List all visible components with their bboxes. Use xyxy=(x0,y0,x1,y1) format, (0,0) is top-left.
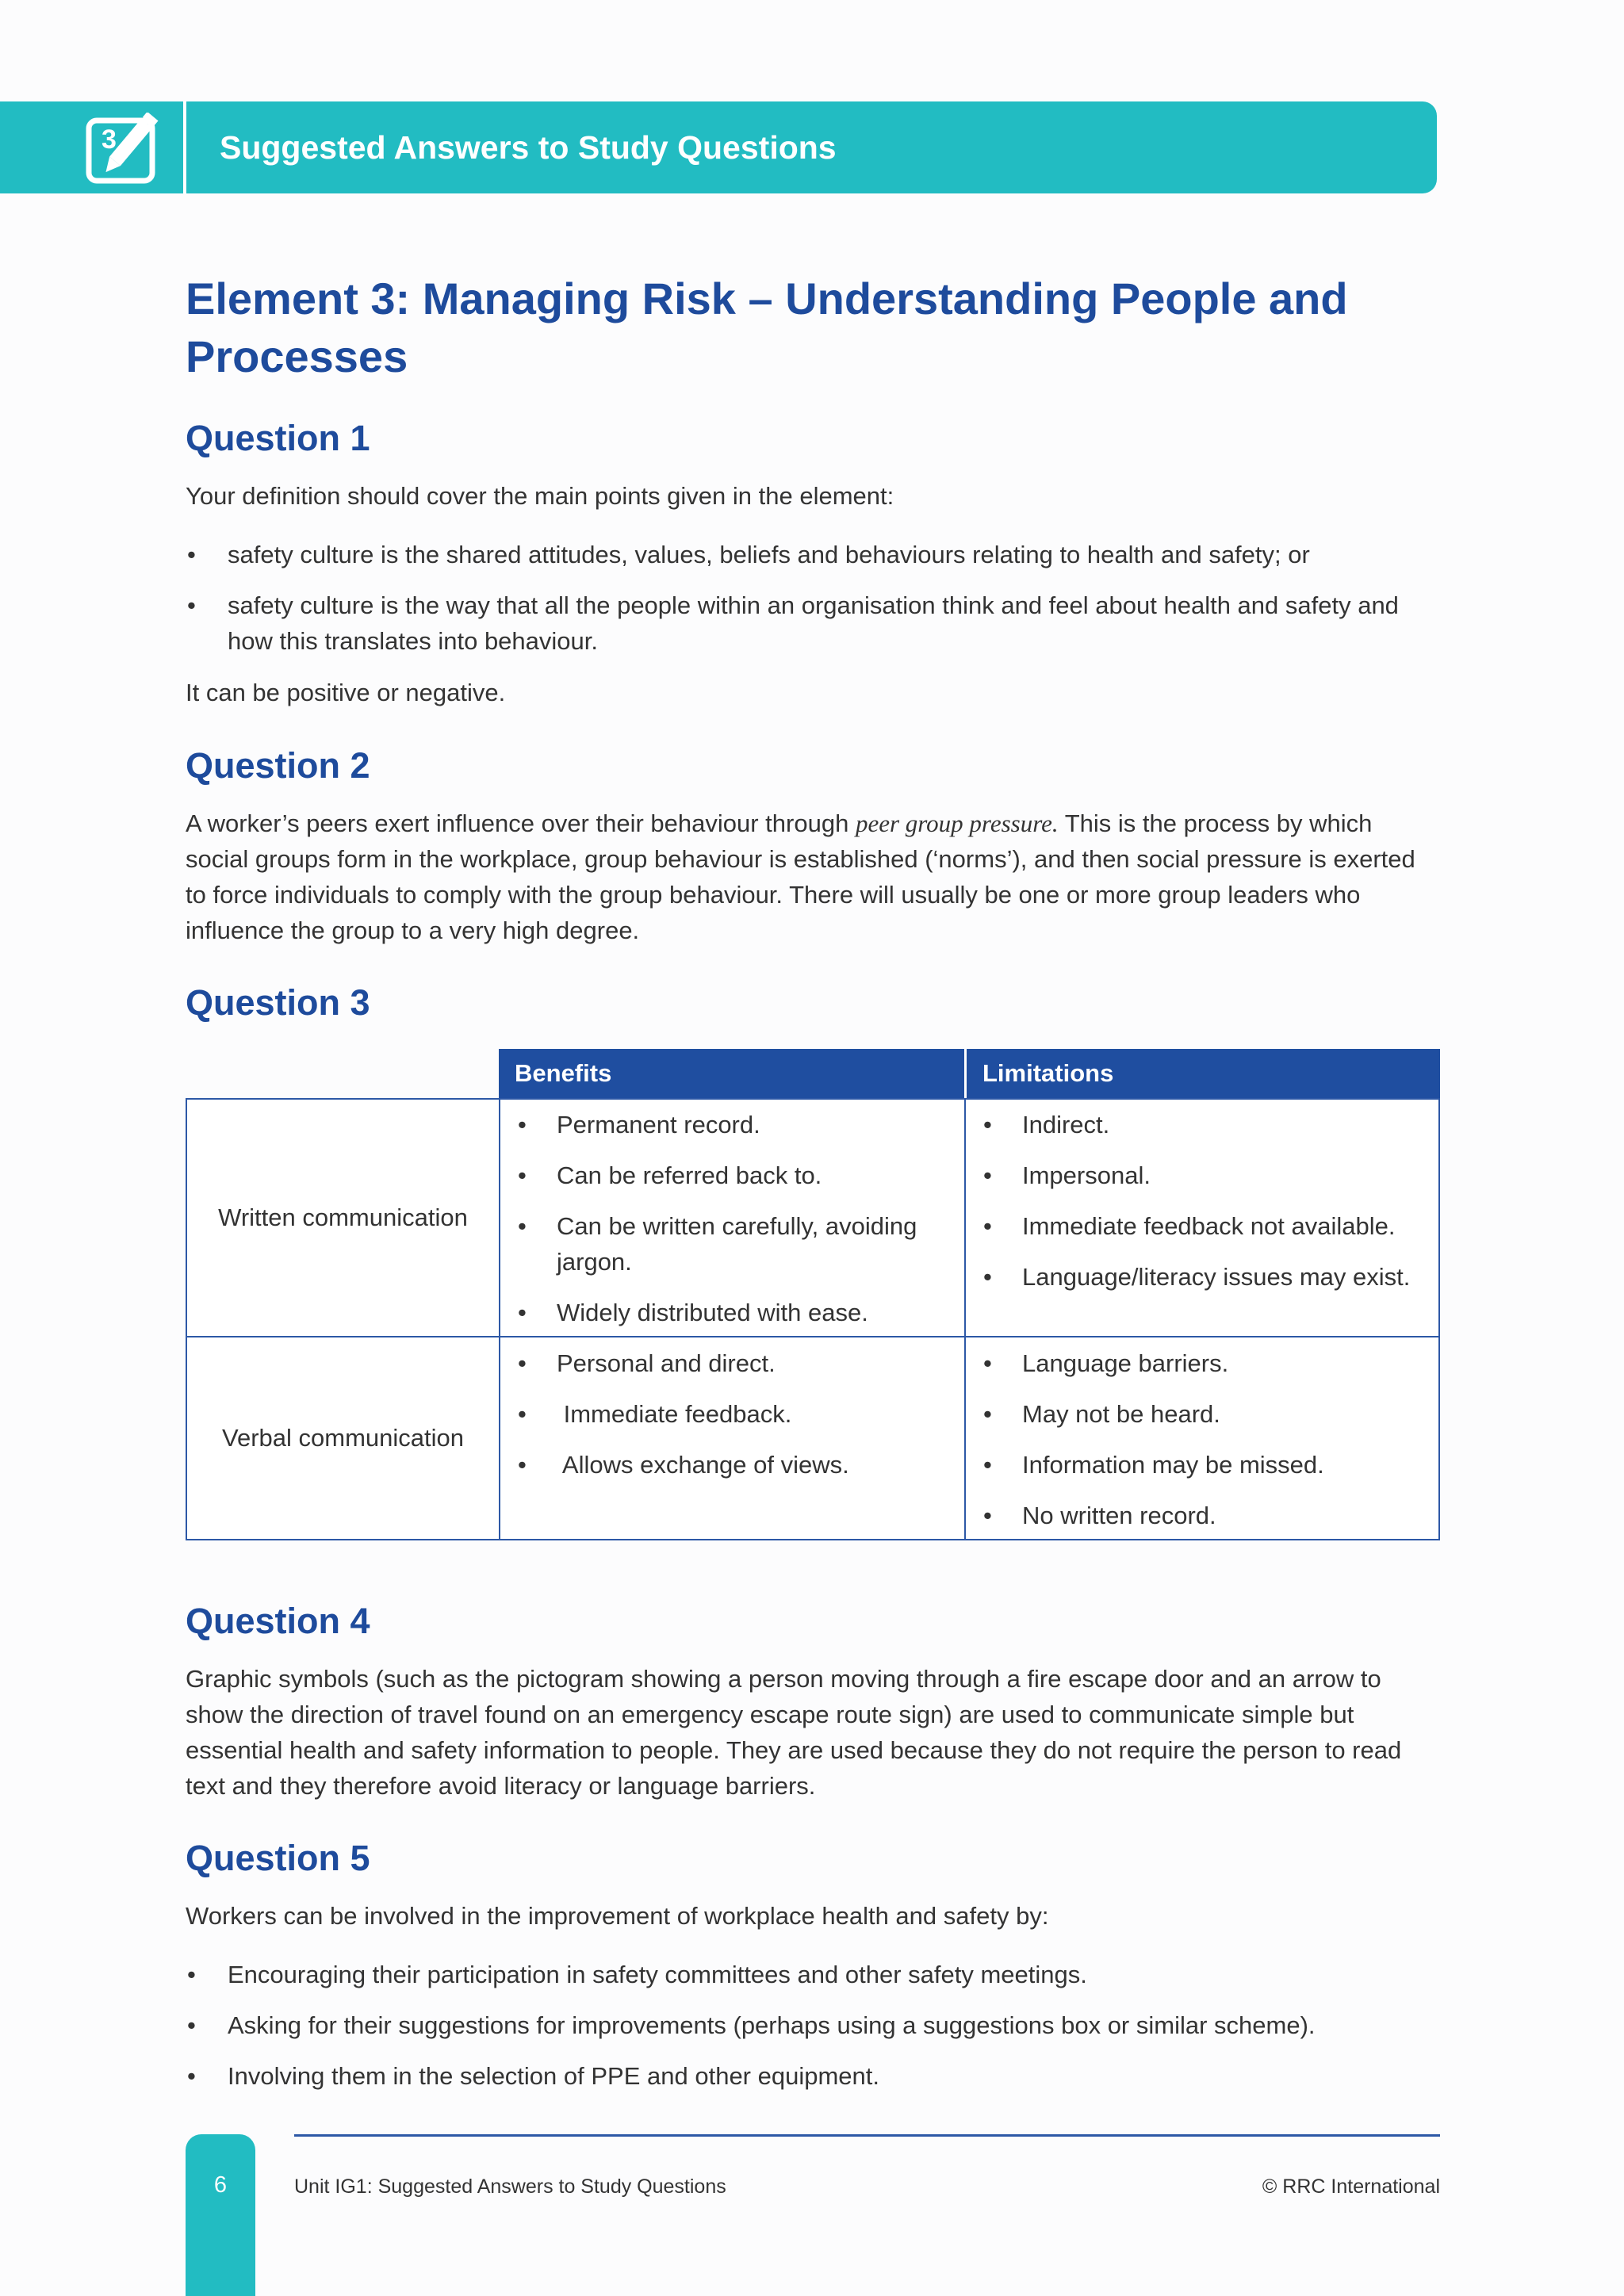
limitations-list xyxy=(964,1107,1440,1310)
list-item-text: Indirect. xyxy=(1022,1111,1110,1138)
list-item-text: Permanent record. xyxy=(557,1111,760,1138)
question-1-outro: It can be positive or negative. xyxy=(186,679,506,706)
list-item xyxy=(964,1498,1440,1533)
bullet-dot: • xyxy=(187,2011,196,2039)
table-header-benefits: Benefits xyxy=(499,1049,964,1098)
question-5-bullet xyxy=(186,1957,1440,1992)
benefits-list xyxy=(499,1107,966,1345)
header-title: Suggested Answers to Study Questions xyxy=(220,129,837,166)
row-label-written: Written communication xyxy=(218,1203,468,1231)
list-item xyxy=(499,1447,966,1483)
bullet-dot: • xyxy=(518,1349,527,1377)
question-3-heading: Question 3 xyxy=(186,982,370,1023)
bullet-dot: • xyxy=(518,1161,527,1189)
element-title: Element 3: Managing Risk – Understanding People and Processes xyxy=(186,274,1348,381)
list-item xyxy=(964,1107,1440,1142)
question-1-bullet xyxy=(186,587,1440,659)
list-item-text: May not be heard. xyxy=(1022,1400,1220,1428)
list-item xyxy=(964,1208,1440,1244)
bullet-dot: • xyxy=(983,1502,992,1529)
question-2-text-after: This is the process by which social groups form in the workplace, group behaviour is established (‘norms’), and then social pressure is exerted to force individuals to comply with the group behaviour. There will usually be one or more group leaders who influence the group to a very high degree. xyxy=(186,809,1415,944)
question-2-heading: Question 2 xyxy=(186,745,370,786)
footer-divider xyxy=(294,2134,1440,2137)
bullet-dot: • xyxy=(518,1451,527,1479)
list-item-text: Information may be missed. xyxy=(1022,1451,1324,1479)
footer-page-tab xyxy=(186,2134,255,2296)
bullet-dot: • xyxy=(983,1161,992,1189)
bullet-dot: • xyxy=(187,541,196,568)
list-item xyxy=(499,1107,966,1142)
question-1-bullet xyxy=(186,537,1440,572)
list-item-text: Language/literacy issues may exist. xyxy=(1022,1263,1411,1291)
page-number: 6 xyxy=(213,2172,228,2198)
list-item-text: Immediate feedback. xyxy=(557,1400,792,1428)
bullet-text: Encouraging their participation in safety committees and other safety meetings. xyxy=(228,1961,1087,1988)
bullet-dot: • xyxy=(518,1111,527,1138)
bullet-dot: • xyxy=(983,1400,992,1428)
icon-number: 3 xyxy=(102,124,117,155)
list-item xyxy=(964,1447,1440,1483)
bullet-dot: • xyxy=(187,591,196,619)
list-item xyxy=(499,1158,966,1193)
question-5-bullet xyxy=(186,2007,1440,2043)
question-5-intro: Workers can be involved in the improvement of workplace health and safety by: xyxy=(186,1902,1049,1930)
header-banner xyxy=(0,101,1437,193)
bullet-dot: • xyxy=(983,1263,992,1291)
footer-copyright: © RRC International xyxy=(1262,2175,1440,2198)
list-item-text: Can be written carefully, avoiding jargon. xyxy=(557,1212,917,1276)
row-label-verbal: Verbal communication xyxy=(222,1424,464,1452)
bullet-dot: • xyxy=(187,1961,196,1988)
list-item-text: Personal and direct. xyxy=(557,1349,776,1377)
list-item xyxy=(499,1396,966,1432)
question-2-text-before: A worker’s peers exert influence over their behaviour through xyxy=(186,809,856,837)
list-item-text: Impersonal. xyxy=(1022,1161,1151,1189)
bullet-dot: • xyxy=(983,1349,992,1377)
limitations-list xyxy=(964,1345,1440,1548)
bullet-dot: • xyxy=(518,1299,527,1326)
banner-divider xyxy=(183,101,186,193)
list-item-text: Language barriers. xyxy=(1022,1349,1229,1377)
bullet-dot: • xyxy=(518,1400,527,1428)
list-item xyxy=(964,1396,1440,1432)
list-item-text: No written record. xyxy=(1022,1502,1216,1529)
list-item xyxy=(499,1208,966,1280)
table-header-limitations: Limitations xyxy=(964,1049,1440,1098)
bullet-dot: • xyxy=(187,2062,196,2090)
notebook-pencil-icon xyxy=(86,113,178,184)
question-1-intro: Your definition should cover the main points given in the element: xyxy=(186,482,894,510)
question-2-emphasis: peer group pressure. xyxy=(855,809,1059,837)
question-4-heading: Question 4 xyxy=(186,1601,370,1641)
question-5-bullet xyxy=(186,2058,1440,2094)
list-item xyxy=(964,1345,1440,1381)
bullet-dot: • xyxy=(983,1212,992,1240)
list-item xyxy=(964,1259,1440,1295)
bullet-text: safety culture is the shared attitudes, values, beliefs and behaviours relating to health and safety; or xyxy=(228,541,1310,568)
list-item-text: Widely distributed with ease. xyxy=(557,1299,868,1326)
question-5-heading: Question 5 xyxy=(186,1838,370,1878)
list-item xyxy=(499,1345,966,1381)
bullet-dot: • xyxy=(983,1111,992,1138)
list-item xyxy=(499,1295,966,1330)
question-1-heading: Question 1 xyxy=(186,418,370,458)
list-item-text: Allows exchange of views. xyxy=(557,1451,849,1479)
question-4-text: Graphic symbols (such as the pictogram showing a person moving through a fire escape door and an arrow to show the direction of travel found on an emergency escape route sign) are used to communicate simple but essential health and safety information to people. They are used because they do not require the person to read text and they therefore avoid literacy or language barriers. xyxy=(186,1665,1402,1800)
list-item-text: Immediate feedback not available. xyxy=(1022,1212,1396,1240)
bullet-text: safety culture is the way that all the people within an organisation think and feel about health and safety and how this translates into behaviour. xyxy=(228,591,1399,655)
list-item-text: Can be referred back to. xyxy=(557,1161,822,1189)
bullet-dot: • xyxy=(983,1451,992,1479)
bullet-text: Asking for their suggestions for improvements (perhaps using a suggestions box or similar scheme). xyxy=(228,2011,1316,2039)
footer-unit-title: Unit IG1: Suggested Answers to Study Questions xyxy=(294,2175,726,2198)
benefits-list xyxy=(499,1345,966,1498)
bullet-text: Involving them in the selection of PPE and other equipment. xyxy=(228,2062,879,2090)
question-2-text xyxy=(186,806,1440,948)
bullet-dot: • xyxy=(518,1212,527,1240)
list-item xyxy=(964,1158,1440,1193)
